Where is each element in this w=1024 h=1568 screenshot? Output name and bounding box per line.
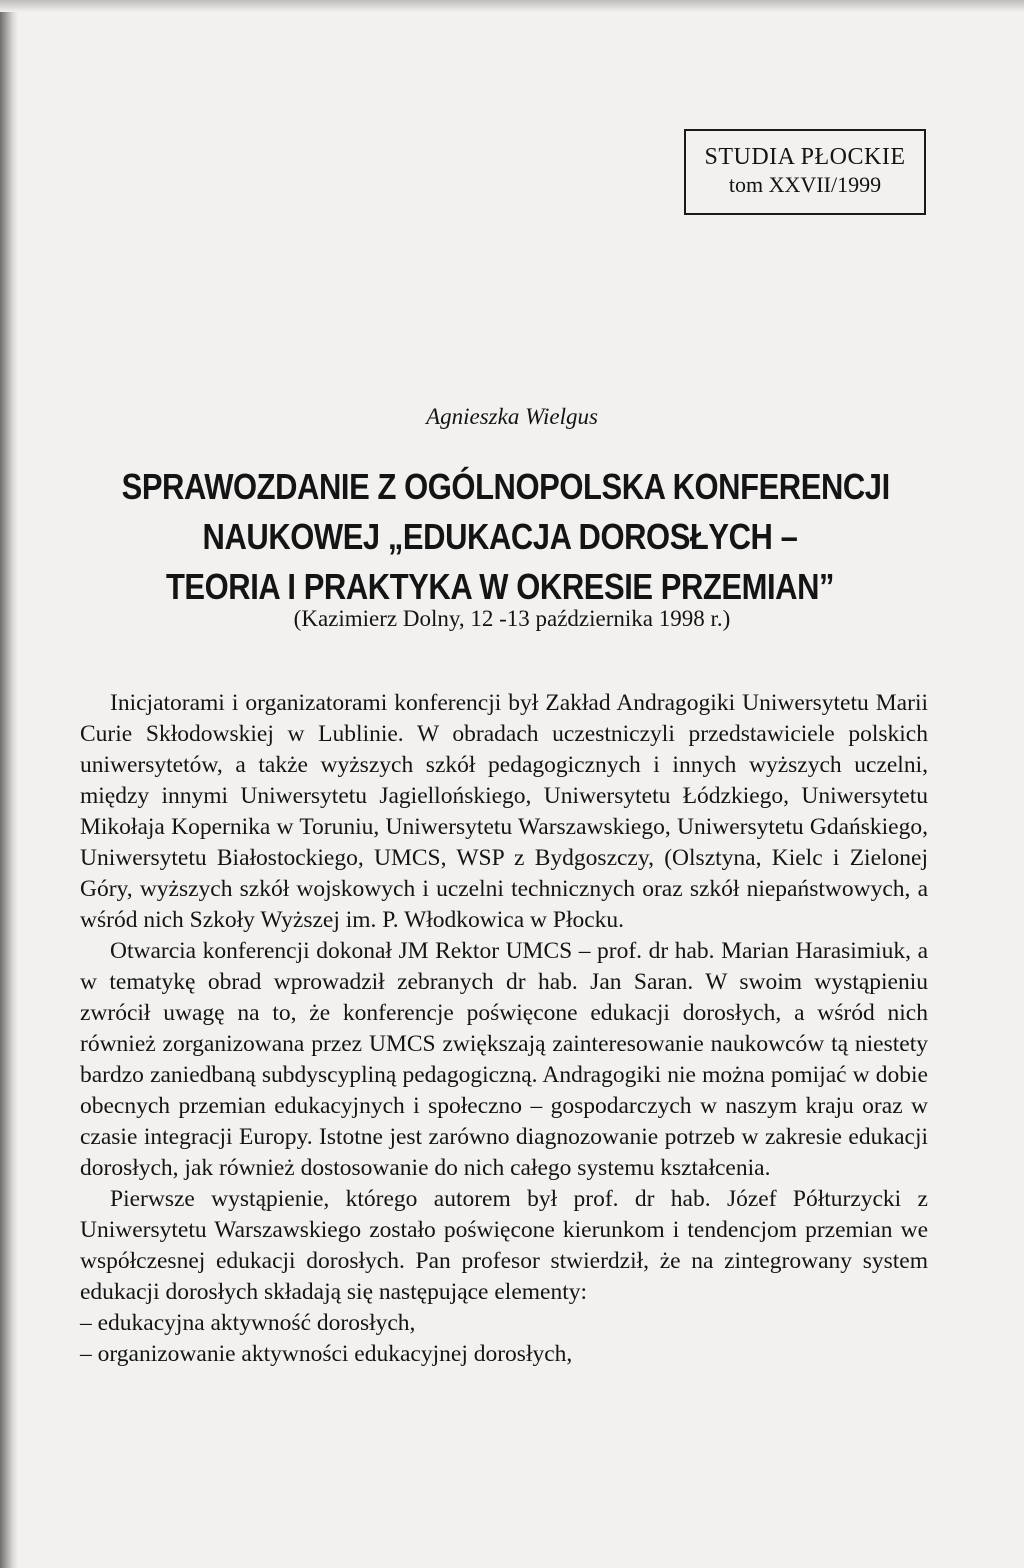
article-body	[80, 688, 928, 1370]
list-item-2: – organizowanie aktywności edukacyjnej dorosłych,	[80, 1341, 573, 1367]
page-top-shadow	[0, 0, 1024, 12]
author-name: Agnieszka Wielgus	[426, 404, 598, 429]
title-line-1: SPRAWOZDANIE Z OGÓLNOPOLSKA KONFERENCJI	[121, 466, 890, 507]
journal-volume: tom XXVII/1999	[728, 172, 882, 197]
paragraph-1: Inicjatorami i organizatorami konferencji był Zakład Andragogiki Uniwersytetu Marii Curie Skłodowskiej w Lublinie. W obradach uczestniczyli przedstawiciele polskich uniwersytetów, a także wyższych szkół pedagogicznych i innych wyższych uczelni, między innymi Uniwersytetu Jagiellońskiego, Uniwersytetu Łódzkiego, Uniwersytetu Mikołaja Kopernika w Toruniu, Uniwersytetu Warszawskiego, Uniwersytetu Gdańskiego, Uniwersytetu Białostockiego, UMCS, WSP z Bydgoszczy, (Olsztyna, Kielc i Zielonej Góry, wyższych szkół wojskowych i uczelni technicznych oraz szkół niepaństwowych, a wśród nich Szkoły Wyższej im. P. Włodkowica w Płocku.	[80, 690, 928, 933]
conference-subtitle: (Kazimierz Dolny, 12 -13 października 1998 r.)	[293, 606, 731, 631]
title-line-2: NAUKOWEJ „EDUKACJA DOROSŁYCH –	[202, 516, 798, 557]
title-line-3: TEORIA I PRAKTYKA W OKRESIE PRZEMIAN”	[165, 566, 835, 607]
journal-name: STUDIA PŁOCKIE	[704, 144, 906, 170]
paragraph-3: Pierwsze wystąpienie, którego autorem był prof. dr hab. Józef Półturzycki z Uniwersytetu Warszawskiego zostało poświęcone kierunkom i tendencjom przemian we współczesnej edukacji dorosłych. Pan profesor stwierdził, że na zintegrowany system edukacji dorosłych składają się następujące elementy:	[80, 1186, 928, 1305]
page-edge-shadow	[0, 0, 18, 1568]
article-title	[60, 462, 940, 612]
journal-stamp	[684, 129, 926, 215]
list-item-1: – edukacyjna aktywność dorosłych,	[80, 1310, 416, 1336]
paragraph-2: Otwarcia konferencji dokonał JM Rektor UMCS – prof. dr hab. Marian Harasimiuk, a w tematykę obrad wprowadził zebranych dr hab. Jan Saran. W swoim wystąpieniu zwrócił uwagę na to, że konferencje poświęcone edukacji dorosłych, a wśród nich również zorganizowana przez UMCS zwiększają zainteresowanie naukowców tą niestety bardzo zaniedbaną subdyscypliną pedagogiczną. Andragogiki nie można pomijać w dobie obecnych przemian edukacyjnych i społeczno – gospodarczych w naszym kraju oraz w czasie integracji Europy. Istotne jest zarówno diagnozowanie potrzeb w zakresie edukacji dorosłych, jak również dostosowanie do nich całego systemu kształcenia.	[80, 938, 928, 1181]
